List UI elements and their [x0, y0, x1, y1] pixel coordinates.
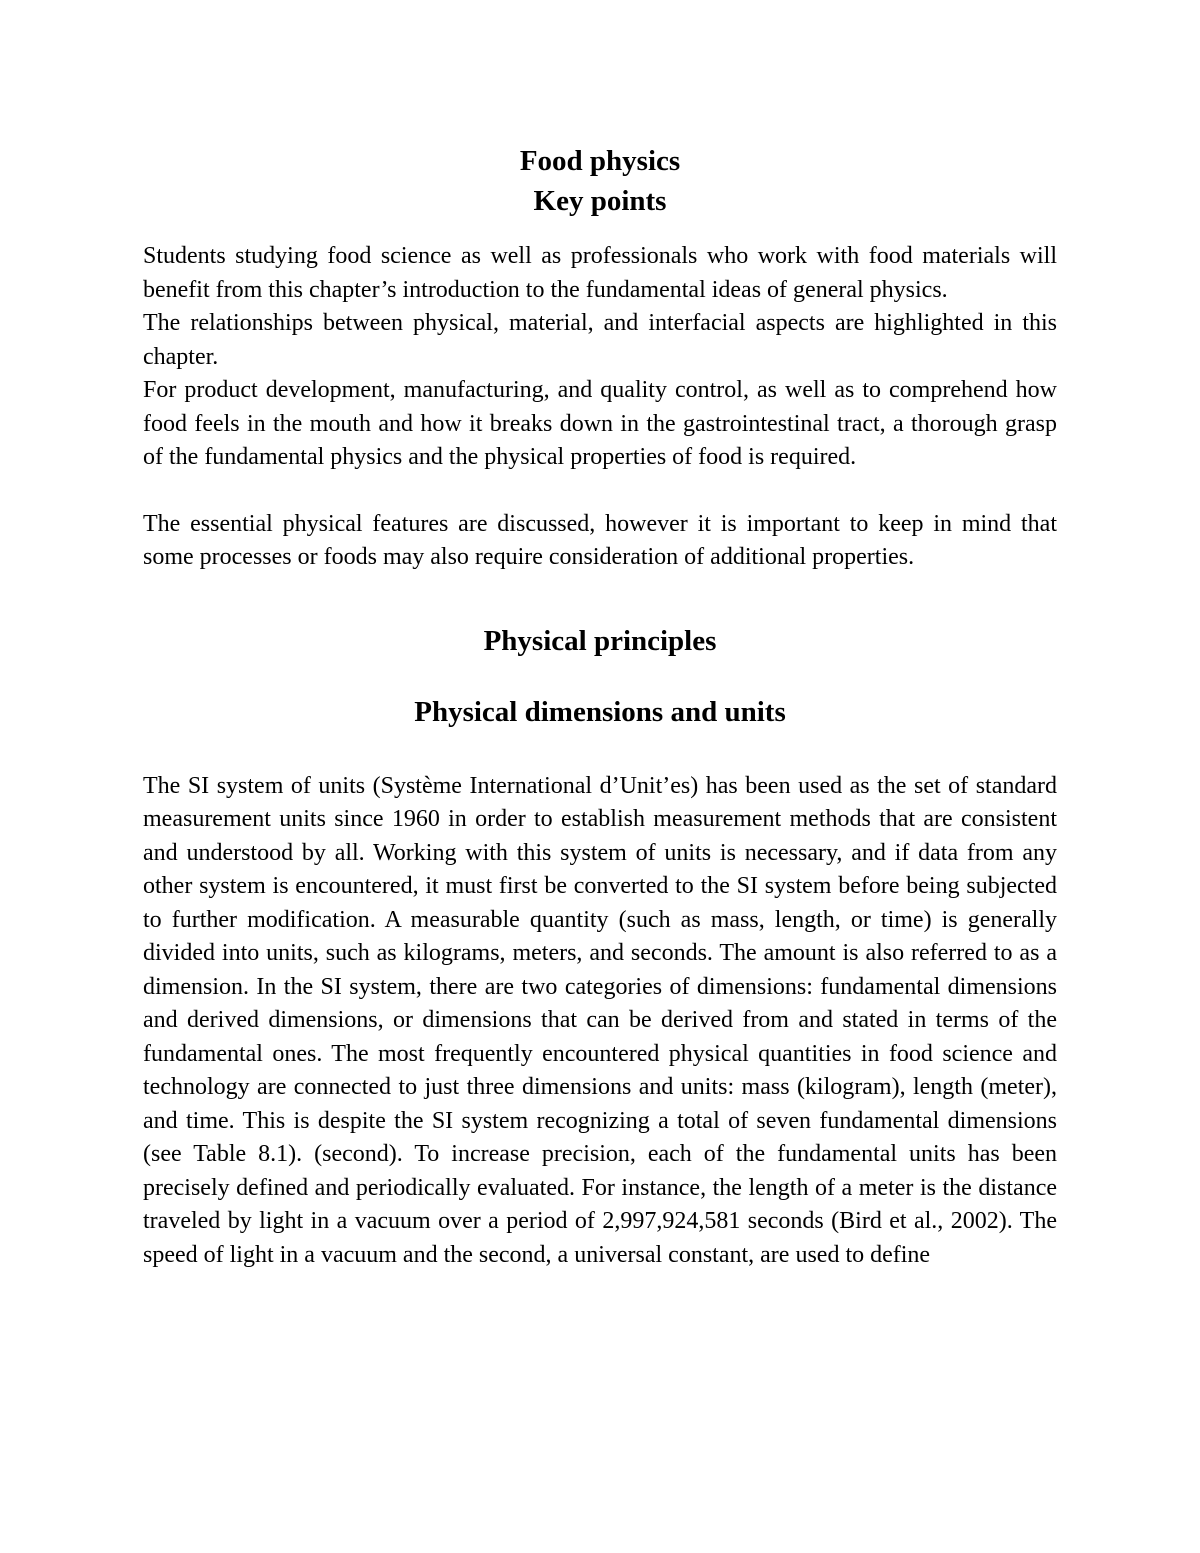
document-title: Food physics	[519, 145, 681, 177]
section-heading: Physical principles	[483, 624, 717, 657]
key-point-paragraph: For product development, manufacturing, and quality control, as well as to comprehend how food feels in the mouth and how it breaks down in the gastrointestinal tract, a thorough grasp of the fundamental physics and the physical properties of food is required.	[143, 377, 1057, 470]
page-content	[143, 141, 1057, 1272]
key-points-block	[143, 240, 1057, 475]
body-paragraph: The SI system of units (Système International d’Unit’es) has been used as the set of standard measurement units since 1960 in order to establish measurement methods that are consistent and understood by all. Working with this system of units is necessary, and if data from any other system is encountered, it must first be converted to the SI system before being subjected to further modification. A measurable quantity (such as mass, length, or time) is generally divided into units, such as kilograms, meters, and seconds. The amount is also referred to as a dimension. In the SI system, there are two categories of dimensions: fundamental dimensions and derived dimensions, or dimensions that can be derived from and stated in terms of the fundamental ones. The most frequently encountered physical quantities in food science and technology are connected to just three dimensions and units: mass (kilogram), length (meter), and time. This is despite the SI system recognizing a total of seven fundamental dimensions (see Table 8.1). (second). To increase precision, each of the fundamental units has been precisely defined and periodically evaluated. For instance, the length of a meter is the distance traveled by light in a vacuum over a period of 2,997,924,581 seconds (Bird et al., 2002). The speed of light in a vacuum and the second, a universal constant, are used to define	[143, 772, 1057, 1268]
key-point-paragraph: Students studying food science as well as professionals who work with food materials will benefit from this chapter’s introduction to the fundamental ideas of general physics.	[143, 243, 1057, 303]
key-point-paragraph: The relationships between physical, material, and interfacial aspects are highlighted in this chapter.	[143, 310, 1057, 370]
note-paragraph: The essential physical features are discussed, however it is important to keep in mind that some processes or foods may also require consideration of additional properties.	[143, 510, 1057, 570]
subsection-heading: Physical dimensions and units	[414, 695, 786, 728]
document-subtitle: Key points	[533, 185, 667, 217]
